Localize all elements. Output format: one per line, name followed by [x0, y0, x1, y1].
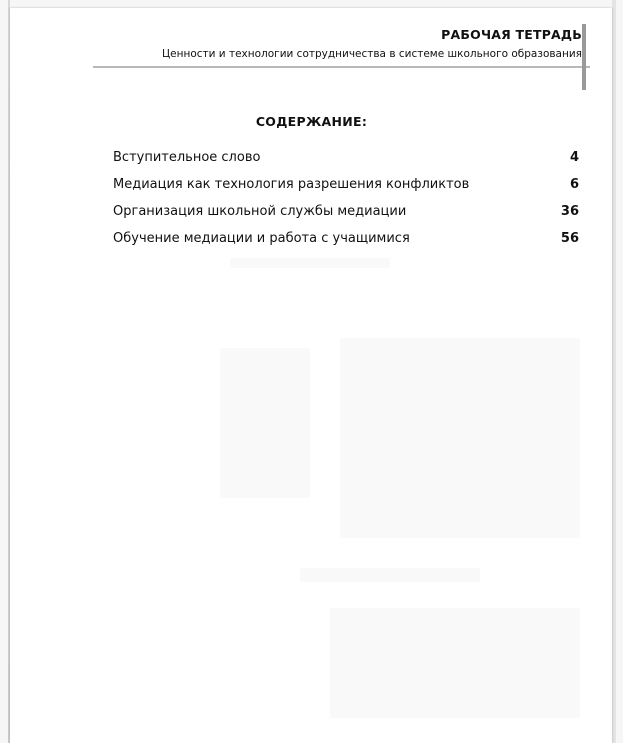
header-accent-bar	[582, 24, 586, 90]
bleed-through-texture	[230, 258, 390, 268]
toc-entry-label: Вступительное слово	[113, 150, 261, 165]
toc-entry-page: 36	[560, 204, 579, 219]
toc-title: СОДЕРЖАНИЕ:	[255, 114, 368, 129]
toc-entry[interactable]	[113, 204, 579, 231]
toc-entry[interactable]	[113, 231, 579, 258]
header-rule	[93, 66, 590, 68]
toc-entry-label: Медиация как технология разрешения конфликтов	[113, 177, 470, 192]
toc-entry[interactable]	[113, 150, 579, 177]
scan-edge-right	[612, 0, 616, 743]
bleed-through-texture	[220, 348, 310, 498]
table-of-contents	[113, 150, 579, 258]
toc-entry-page: 6	[569, 177, 579, 192]
header-subtitle: Ценности и технологии сотрудничества в системе школьного образования	[161, 48, 582, 60]
bleed-through-texture	[330, 608, 580, 718]
bleed-through-texture	[300, 568, 480, 582]
toc-entry-label: Обучение медиации и работа с учащимися	[113, 231, 410, 246]
header-title: РАБОЧАЯ ТЕТРАДЬ	[441, 27, 582, 42]
toc-entry[interactable]	[113, 177, 579, 204]
toc-entry-page: 56	[560, 231, 579, 246]
running-header	[93, 22, 586, 68]
toc-entry-page: 4	[569, 150, 579, 165]
bleed-through-texture	[340, 338, 580, 538]
toc-entry-label: Организация школьной службы медиации	[113, 204, 407, 219]
